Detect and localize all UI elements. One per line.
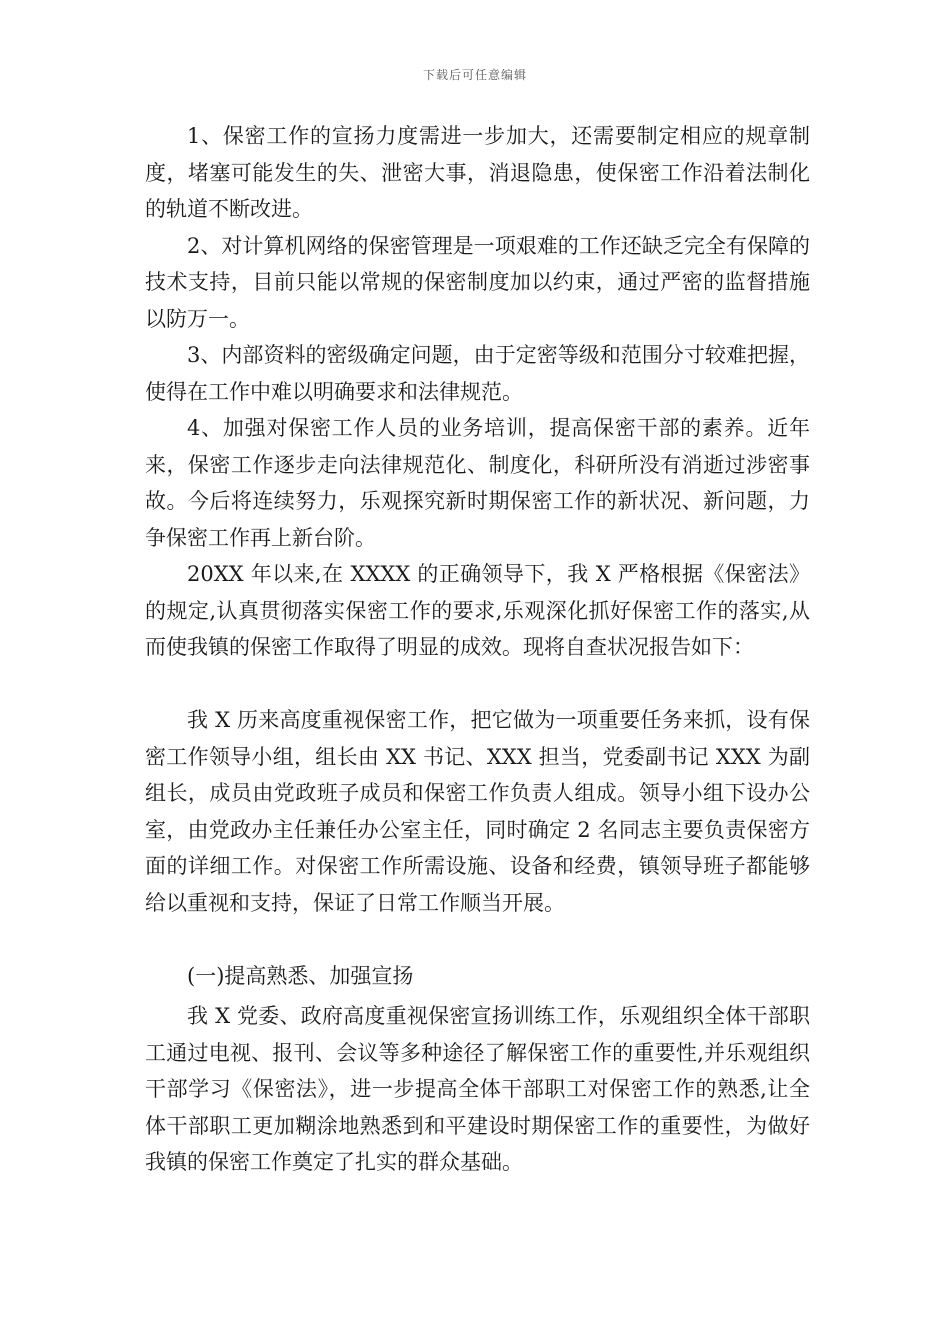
paragraph-4: 4、加强对保密工作人员的业务培训，提高保密干部的素养。近年来，保密工作逐步走向法律规范化、制度化，科研所没有消逝过涉密事故。今后将连续努力，乐观探究新时期保密工作的新状况、新问题，力争保密工作再上新台阶。: [145, 416, 810, 550]
paragraph-5: 20XX 年以来,在 XXXX 的正确领导下，我 X 严格根据《保密法》的规定,认真贯彻落实保密工作的要求,乐观深化抓好保密工作的落实,从而使我镇的保密工作取得了明显的成效。现将自查状况报告如下：: [145, 562, 810, 659]
document-body: [145, 118, 810, 1181]
header-note: 下载后可任意编辑: [422, 68, 527, 82]
paragraph-2: 2、对计算机网络的保密管理是一项艰难的工作还缺乏完全有保障的技术支持，目前只能以常规的保密制度加以约束，通过严密的监督措施以防万一。: [145, 233, 810, 331]
paragraph-6: 我 X 历来高度重视保密工作，把它做为一项重要任务来抓，设有保密工作领导小组，组长由 XX 书记、XXX 担当，党委副书记 XXX 为副组长，成员由党政班子成员和保密工作负责人组成。领导小组下设办公室，由党政办主任兼任办公室主任，同时确定 2 名同志主要负责保密方面的详细工作。对保密工作所需设施、设备和经费，镇领导班子都能够给以重视和支持，保证了日常工作顺当开展。: [145, 708, 810, 915]
paragraph-7: 我 X 党委、政府高度重视保密宣扬训练工作，乐观组织全体干部职工通过电视、报刊、会议等多种途径了解保密工作的重要性,并乐观组织干部学习《保密法》，进一步提高全体干部职工对保密工作的熟悉,让全体干部职工更加糊涂地熟悉到和平建设时期保密工作的重要性，为做好我镇的保密工作奠定了扎实的群众基础。: [145, 1004, 810, 1174]
paragraph-1: 1、保密工作的宣扬力度需进一步加大，还需要制定相应的规章制度，堵塞可能发生的失、泄密大事，消退隐患，使保密工作沿着法制化的轨道不断改进。: [145, 124, 810, 221]
section-heading: (一)提高熟悉、加强宣扬: [187, 963, 414, 988]
paragraph-3: 3、内部资料的密级确定问题，由于定密等级和范围分寸较难把握，使得在工作中难以明确要求和法律规范。: [145, 343, 810, 404]
